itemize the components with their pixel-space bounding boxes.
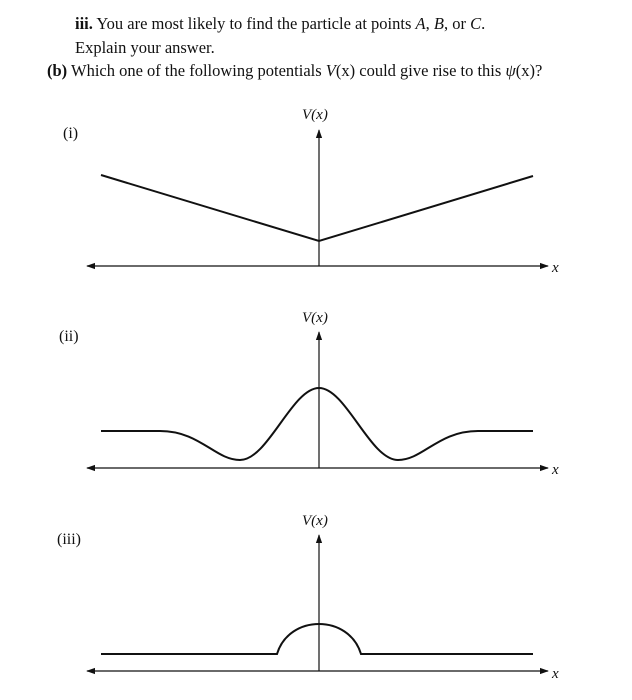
period: .	[481, 14, 486, 33]
potential-curve-ii	[101, 388, 533, 460]
panel-i	[87, 130, 548, 266]
xlabel-ii: x	[552, 462, 559, 478]
ylabel-iii: V(x)	[302, 513, 328, 529]
ylabel-i: V(x)	[302, 107, 328, 123]
panel-label-iii: (iii)	[57, 531, 81, 548]
panel-ii	[87, 332, 548, 468]
ylabel-ii: V(x)	[302, 310, 328, 326]
part-b-label: (b)	[47, 61, 68, 80]
point-a: A	[415, 14, 426, 33]
question-mark: ?	[534, 61, 543, 80]
psi-arg: (x)	[515, 61, 535, 80]
potential-curve-iii	[101, 624, 533, 654]
potential-symbol: V	[325, 61, 336, 80]
part-iii-text: You are most likely to find the particle at points	[92, 14, 416, 33]
part-iii-number: iii.	[75, 14, 93, 33]
explain-text: Explain your answer.	[75, 38, 215, 57]
part-b-text: Which one of the following potentials	[67, 61, 326, 80]
potential-arg: (x)	[335, 61, 356, 80]
panel-label-ii: (ii)	[59, 328, 79, 345]
potential-curve-i	[101, 175, 533, 241]
part-b-text-2: could give rise to this	[355, 61, 506, 80]
panel-label-i: (i)	[63, 125, 79, 142]
panel-iii	[87, 535, 548, 671]
point-b: B	[433, 14, 444, 33]
separator: ,	[425, 14, 434, 33]
xlabel-iii: x	[552, 666, 559, 682]
separator: , or	[443, 14, 471, 33]
xlabel-i: x	[552, 260, 559, 276]
psi-symbol: ψ	[505, 61, 516, 80]
point-c: C	[470, 14, 482, 33]
